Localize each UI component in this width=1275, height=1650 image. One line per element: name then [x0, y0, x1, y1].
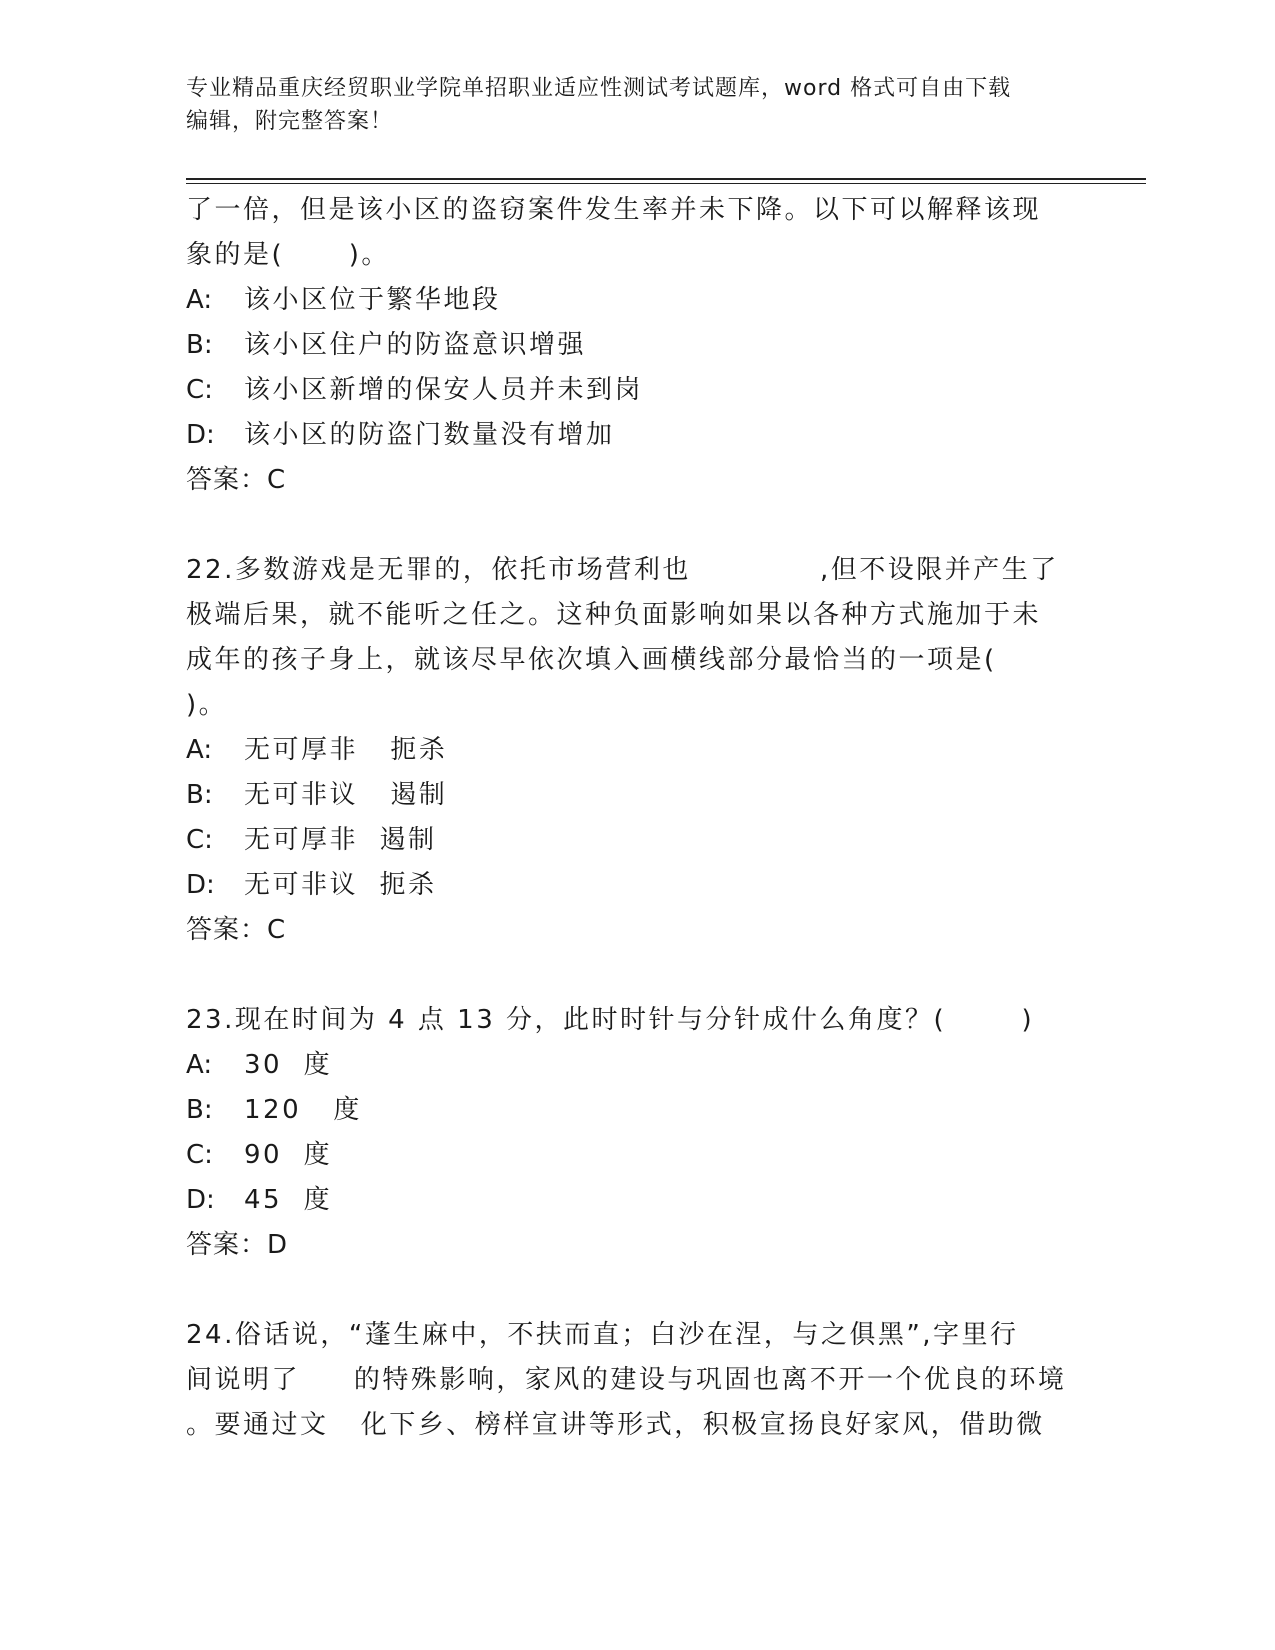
header-line-2: 编辑，附完整答案！ [186, 109, 394, 134]
option-key: D: [186, 420, 215, 450]
option-text: 无可厚非 遏制 [244, 825, 437, 855]
option-text: 30 度 [244, 1050, 333, 1080]
spacer [186, 1268, 1086, 1313]
answer: 答案：C [186, 915, 287, 945]
option-text: 该小区的防盗门数量没有增加 [244, 420, 615, 450]
question-stem-line: 间说明了 的特殊影响，家风的建设与巩固也离不开一个优良的环境 [186, 1365, 1067, 1395]
answer: 答案：D [186, 1230, 289, 1260]
option-text: 该小区位于繁华地段 [244, 285, 501, 315]
option-d [186, 1178, 1086, 1223]
spacer [186, 503, 1086, 548]
header-rule-thin [186, 183, 1146, 184]
question-22 [186, 548, 1086, 953]
option-b [186, 1088, 1086, 1133]
option-key: C: [186, 375, 213, 405]
option-text: 该小区新增的保安人员并未到岗 [244, 375, 644, 405]
option-text: 无可非议 扼杀 [244, 870, 437, 900]
answer: 答案：C [186, 465, 287, 495]
option-c [186, 1133, 1086, 1178]
question-stem-line: 象的是( )。 [186, 240, 390, 270]
option-key: C: [186, 1140, 213, 1170]
header-line-1: 专业精品重庆经贸职业学院单招职业适应性测试考试题库，word 格式可自由下载 [186, 76, 1012, 101]
option-c [186, 818, 1086, 863]
question-stem-line: 22.多数游戏是无罪的，依托市场营利也 ,但不设限并产生了 [186, 555, 1059, 585]
option-a [186, 728, 1086, 773]
question-stem-line: )。 [186, 690, 228, 720]
question-23 [186, 998, 1086, 1268]
option-d [186, 863, 1086, 908]
option-a [186, 1043, 1086, 1088]
question-stem-line: 24.俗话说，“蓬生麻中，不扶而直；白沙在涅，与之俱黑”,字里行 [186, 1320, 1019, 1350]
option-text: 90 度 [244, 1140, 333, 1170]
question-stem-line: 。要通过文 化下乡、榜样宣讲等形式，积极宣扬良好家风，借助微 [186, 1410, 1045, 1440]
option-key: A: [186, 285, 213, 315]
option-key: C: [186, 825, 213, 855]
option-key: A: [186, 1050, 213, 1080]
option-text: 无可厚非 扼杀 [244, 735, 448, 765]
question-stem-line: 成年的孩子身上，就该尽早依次填入画横线部分最恰当的一项是( [186, 645, 997, 675]
header-rule-thick [186, 178, 1146, 180]
option-key: B: [186, 330, 213, 360]
question-stem-line: 了一倍，但是该小区的盗窃案件发生率并未下降。以下可以解释该现 [186, 195, 1042, 225]
option-text: 该小区住户的防盗意识增强 [244, 330, 587, 360]
option-b [186, 323, 1086, 368]
option-d [186, 413, 1086, 458]
option-text: 45 度 [244, 1185, 333, 1215]
question-21 [186, 188, 1086, 503]
option-a [186, 278, 1086, 323]
question-24 [186, 1313, 1086, 1448]
spacer [186, 953, 1086, 998]
option-key: A: [186, 735, 213, 765]
option-key: B: [186, 780, 213, 810]
question-stem-line: 23.现在时间为 4 点 13 分，此时时针与分针成什么角度？( ) [186, 1005, 1035, 1035]
option-key: D: [186, 870, 215, 900]
option-text: 120 度 [244, 1095, 362, 1125]
option-key: D: [186, 1185, 215, 1215]
option-c [186, 368, 1086, 413]
option-text: 无可非议 遏制 [244, 780, 448, 810]
question-stem-line: 极端后果，就不能听之任之。这种负面影响如果以各种方式施加于未 [186, 600, 1042, 630]
question-list [186, 188, 1086, 1448]
option-b [186, 773, 1086, 818]
option-key: B: [186, 1095, 213, 1125]
page-header [186, 72, 1086, 138]
